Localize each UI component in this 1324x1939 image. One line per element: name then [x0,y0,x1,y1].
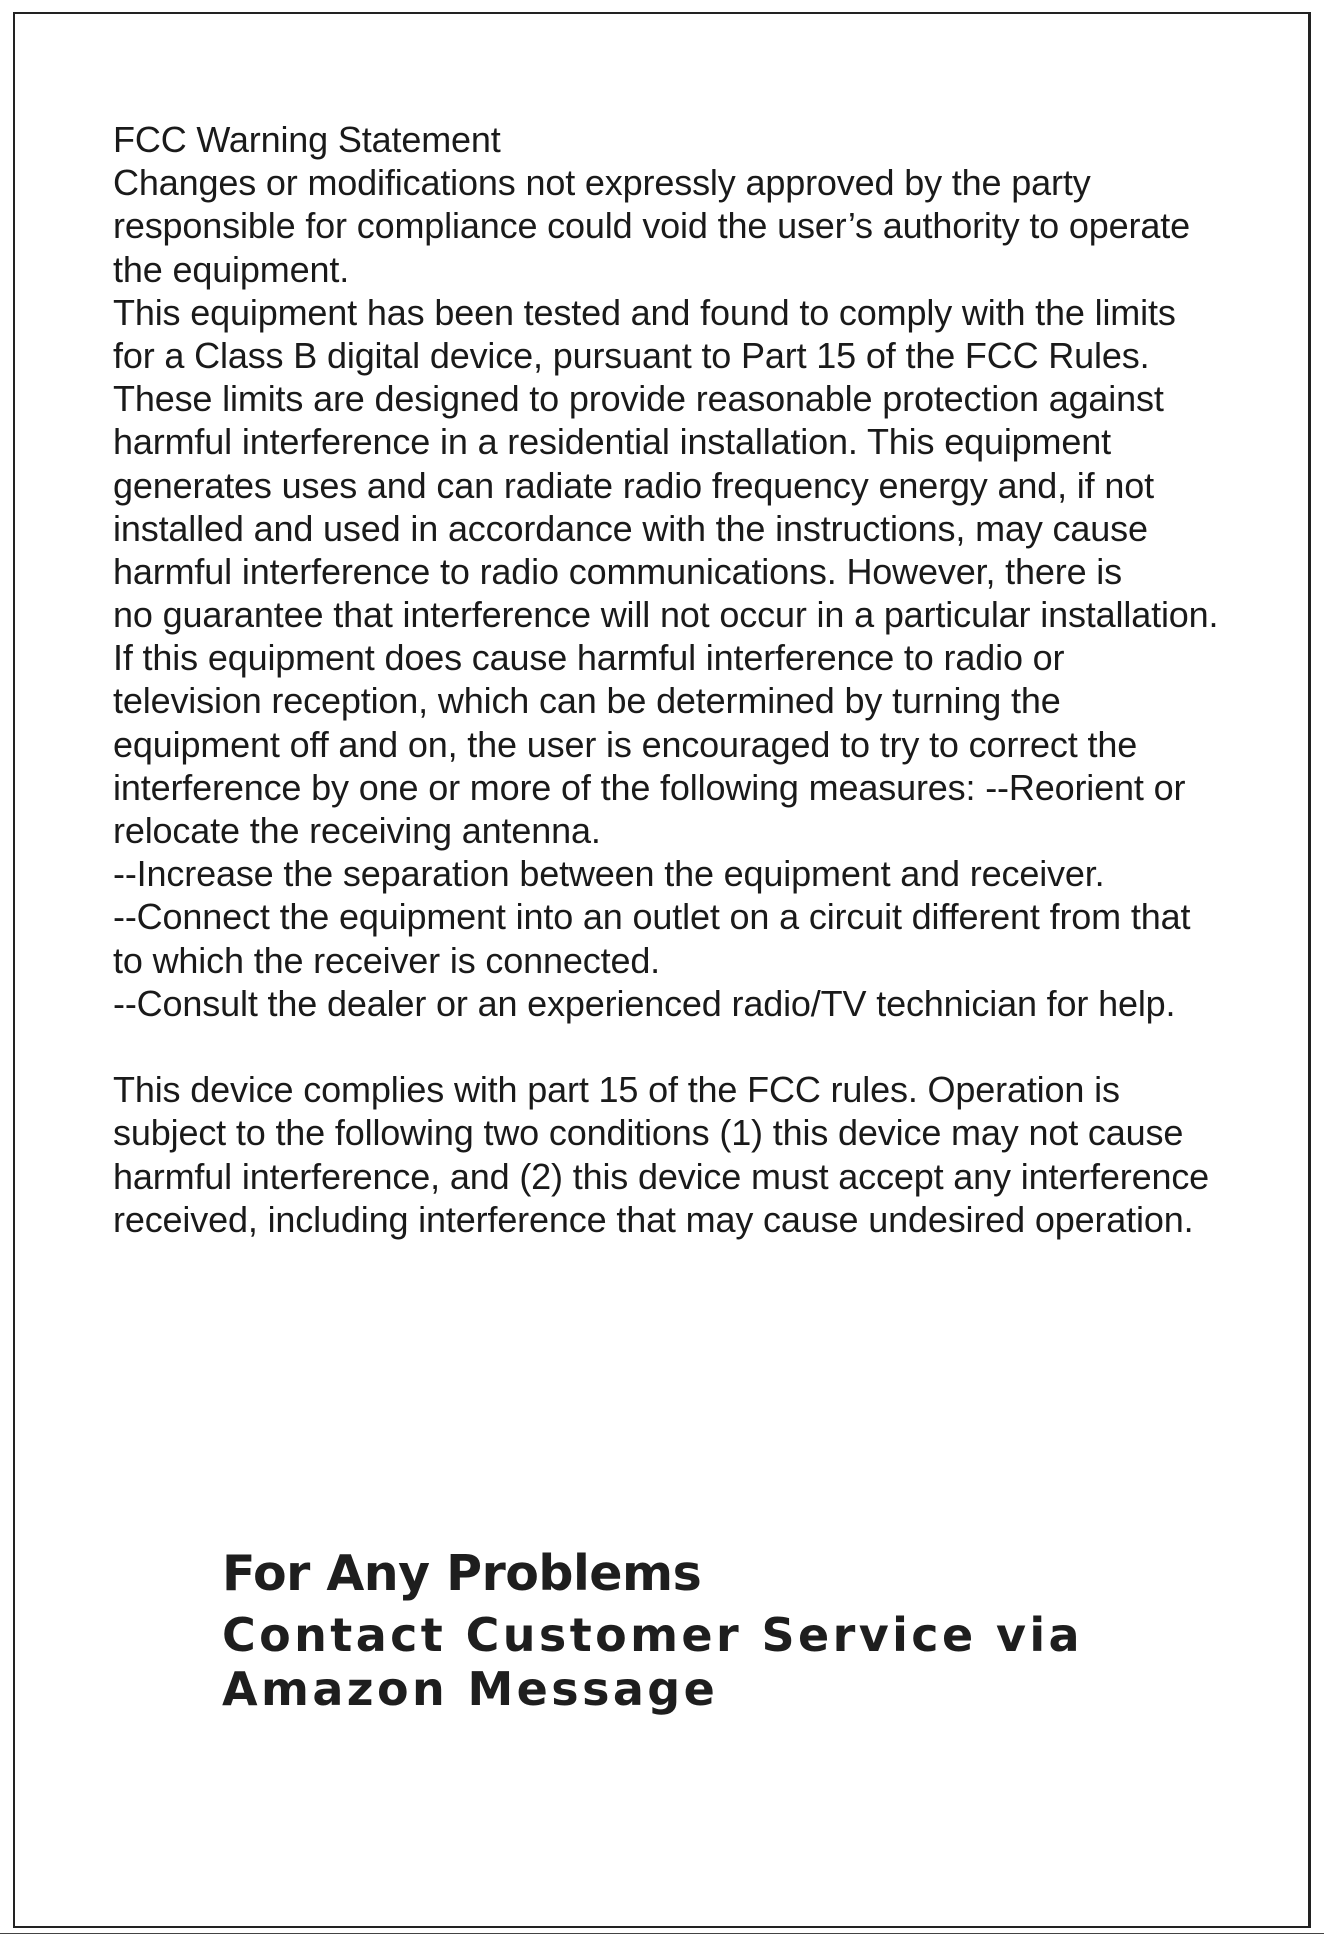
contact-section [222,1540,1083,1716]
fcc-text-line: harmful interference, and (2) this device must accept any interference [113,1155,1210,1197]
fcc-text-line: Changes or modifications not expressly approved by the party [113,162,1091,204]
fcc-title: FCC Warning Statement [113,119,501,160]
fcc-text-line: to which the receiver is connected. [113,939,661,981]
fcc-text-line: This equipment has been tested and found to comply with the limits [113,291,1176,333]
fcc-text-line: the equipment. [113,248,350,290]
fcc-text-line: responsible for compliance could void the user’s authority to operate [113,205,1190,247]
fcc-paragraph-2 [113,1068,1323,1241]
fcc-paragraph-1 [113,161,1323,1025]
fcc-text-line: If this equipment does cause harmful interference to radio or [113,637,1065,679]
fcc-text-line: no guarantee that interference will not occur in a particular installation. [113,594,1219,636]
fcc-text-line: --Connect the equipment into an outlet on a circuit different from that [113,896,1191,938]
fcc-text-line: These limits are designed to provide reasonable protection against [113,378,1164,420]
fcc-text-line: harmful interference in a residential installation. This equipment [113,421,1111,463]
fcc-warning-statement [113,118,1323,1241]
fcc-text-line: for a Class B digital device, pursuant to Part 15 of the FCC Rules. [113,334,1150,376]
fcc-text-line: subject to the following two conditions (1) this device may not cause [113,1112,1184,1154]
fcc-text-line: generates uses and can radiate radio frequency energy and, if not [113,464,1154,506]
fcc-text-line: --Increase the separation between the equipment and receiver. [113,853,1105,895]
contact-heading: For Any Problems [222,1545,702,1602]
fcc-text-line: equipment off and on, the user is encouraged to try to correct the [113,723,1138,765]
fcc-text-line: harmful interference to radio communications. However, there is [113,550,1123,592]
fcc-text-line: --Consult the dealer or an experienced radio/TV technician for help. [113,982,1176,1024]
bottom-rule [0,1933,1324,1934]
fcc-text-line: interference by one or more of the following measures: --Reorient or [113,766,1186,808]
fcc-text-line: relocate the receiving antenna. [113,810,601,851]
fcc-text-line: installed and used in accordance with the instructions, may cause [113,507,1148,549]
fcc-text-line: received, including interference that may cause undesired operation. [113,1198,1194,1240]
contact-line: Contact Customer Service via [222,1608,1083,1662]
fcc-text-line: television reception, which can be determined by turning the [113,680,1061,722]
fcc-text-line: This device complies with part 15 of the FCC rules. Operation is [113,1069,1120,1111]
paragraph-gap [113,1025,1323,1068]
contact-line: Amazon Message [222,1662,719,1716]
